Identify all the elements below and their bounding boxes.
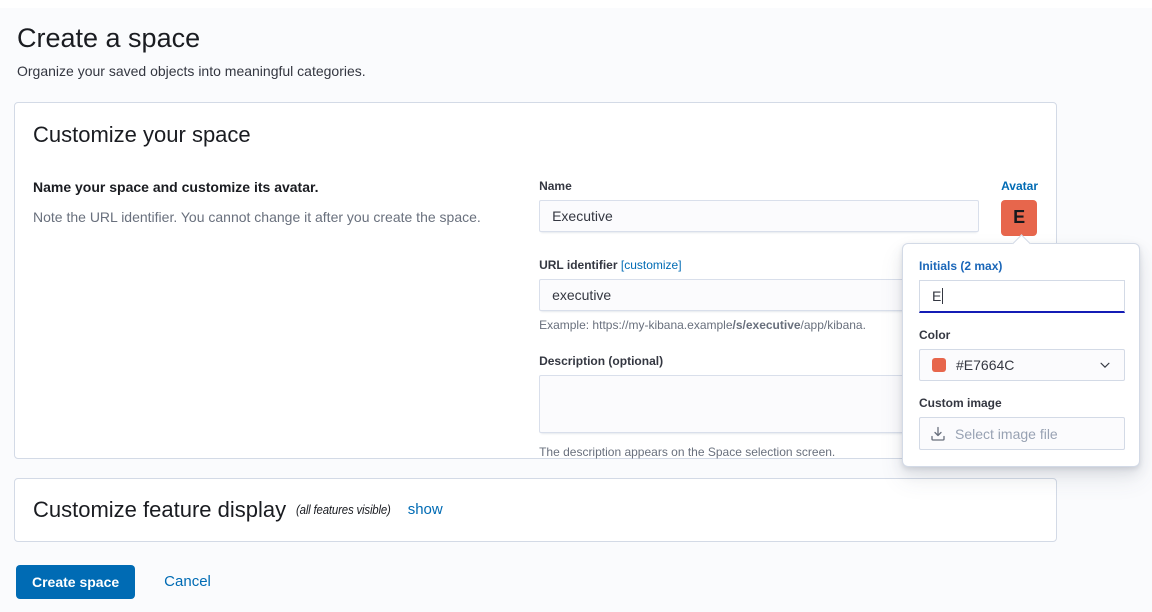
page-title: Create a space: [17, 23, 201, 53]
name-avatar-row: [539, 179, 1038, 236]
top-strip: [0, 0, 1152, 8]
form-group-description-column: [33, 179, 539, 459]
avatar-preview[interactable]: E: [1001, 200, 1037, 236]
avatar-popover: [902, 243, 1140, 467]
initials-label: Initials (2 max): [919, 259, 1003, 273]
customize-space-panel-title: Customize your space: [33, 121, 251, 147]
page-subtitle: Organize your saved objects into meaningful categories.: [17, 62, 366, 79]
color-select[interactable]: [919, 349, 1125, 381]
page-header: [17, 22, 1152, 79]
custom-image-label: Custom image: [919, 396, 1002, 410]
color-field-group: [919, 328, 1123, 381]
avatar-label: Avatar: [1001, 178, 1038, 193]
color-swatch: [932, 358, 946, 372]
chevron-down-icon: [1098, 358, 1112, 372]
text-cursor: [942, 288, 943, 304]
initials-input[interactable]: [919, 280, 1125, 313]
customize-url-link[interactable]: [customize]: [620, 257, 682, 272]
image-file-picker[interactable]: [919, 417, 1125, 450]
name-input[interactable]: [539, 200, 979, 232]
show-features-link[interactable]: show: [407, 501, 443, 519]
form-group-description: Note the URL identifier. You cannot change it after you create the space.: [33, 208, 481, 225]
color-label: Color: [919, 328, 951, 342]
feature-status-text: (all features visible): [296, 502, 391, 518]
space-form-group: [33, 179, 1038, 459]
description-help-text: The description appears on the Space selection screen.: [539, 444, 836, 459]
feature-panel-title: Customize feature display: [33, 496, 287, 522]
custom-image-field-group: [919, 396, 1123, 450]
cancel-link[interactable]: Cancel: [164, 573, 211, 591]
avatar-field-group: [1001, 179, 1038, 236]
url-example-suffix: /app/kibana.: [800, 317, 866, 332]
file-picker-placeholder: Select image file: [955, 425, 1058, 442]
url-identifier-label: URL identifier [customize]: [539, 257, 682, 272]
form-group-title: Name your space and customize its avatar.: [33, 178, 319, 195]
import-icon: [930, 426, 946, 442]
color-value: #E7664C: [956, 357, 1015, 373]
initials-value: E: [932, 288, 942, 304]
feature-display-panel: [14, 478, 1057, 542]
form-actions: [16, 565, 1152, 599]
name-field-group: [539, 179, 979, 236]
description-label: Description (optional): [539, 353, 664, 368]
url-example-bold: /s/executive: [732, 317, 801, 332]
create-space-button[interactable]: Create space: [16, 565, 135, 599]
url-example-prefix: Example: https://my-kibana.example: [539, 317, 733, 332]
customize-space-panel: [14, 102, 1057, 459]
name-label: Name: [539, 178, 572, 193]
